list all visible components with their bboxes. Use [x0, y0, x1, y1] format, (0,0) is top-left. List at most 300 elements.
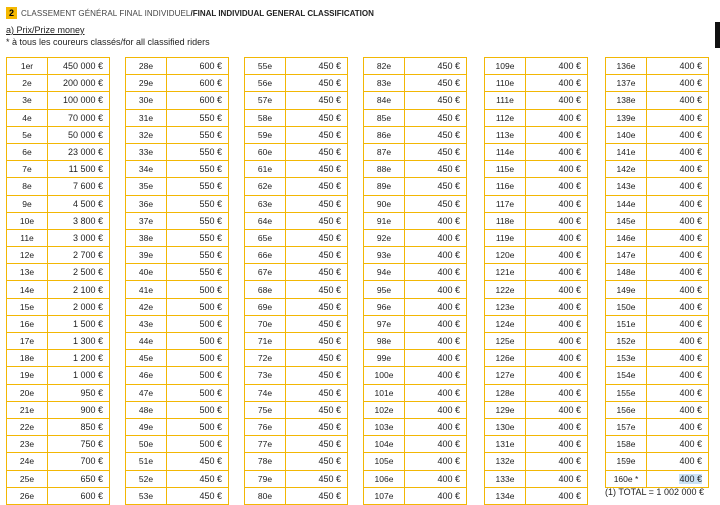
rank-cell: 74e — [245, 384, 286, 401]
prize-value: 400 € — [437, 301, 460, 312]
rank-cell: 56e — [245, 75, 286, 92]
rank-cell: 17e — [7, 333, 48, 350]
prize-cell — [647, 281, 709, 298]
table-row — [485, 436, 588, 453]
table-row — [126, 109, 229, 126]
prize-cell — [405, 487, 467, 504]
table-row — [606, 350, 709, 367]
prize-cell — [647, 453, 709, 470]
prize-cell — [647, 143, 709, 160]
table-row — [485, 470, 588, 487]
table-row — [7, 178, 110, 195]
prize-value: 450 € — [437, 164, 460, 175]
rank-cell: 78e — [245, 453, 286, 470]
table-row — [606, 178, 709, 195]
table-row — [606, 195, 709, 212]
prize-value: 500 € — [199, 370, 222, 381]
rank-cell: 96e — [364, 298, 405, 315]
prize-value: 450 € — [199, 456, 222, 467]
table-row — [126, 401, 229, 418]
rank-cell: 111e — [485, 92, 526, 109]
prize-cell — [286, 58, 348, 75]
prize-cell — [526, 143, 588, 160]
table-row — [126, 333, 229, 350]
table-row — [606, 212, 709, 229]
prize-value: 450 € — [318, 250, 341, 261]
prize-cell — [526, 92, 588, 109]
prize-cell — [167, 75, 229, 92]
prize-cell — [48, 92, 110, 109]
rank-cell: 90e — [364, 195, 405, 212]
table-row — [485, 315, 588, 332]
prize-value: 500 € — [199, 336, 222, 347]
table-row — [606, 418, 709, 435]
prize-value: 400 € — [679, 267, 702, 278]
prize-value: 450 € — [318, 198, 341, 209]
rank-cell: 35e — [126, 178, 167, 195]
prize-value: 700 € — [80, 456, 103, 467]
prize-cell — [405, 333, 467, 350]
prize-value: 400 € — [679, 147, 702, 158]
prize-value: 400 € — [558, 147, 581, 158]
prize-value: 450 € — [318, 129, 341, 140]
prize-cell — [405, 126, 467, 143]
table-row — [245, 195, 348, 212]
prize-cell — [48, 487, 110, 504]
rank-cell: 105e — [364, 453, 405, 470]
rank-cell: 57e — [245, 92, 286, 109]
prize-value: 400 € — [679, 129, 702, 140]
rank-cell: 58e — [245, 109, 286, 126]
prize-cell — [405, 75, 467, 92]
prize-value: 500 € — [199, 284, 222, 295]
prize-value: 450 € — [437, 112, 460, 123]
rank-cell: 145e — [606, 212, 647, 229]
prize-cell — [48, 264, 110, 281]
rank-cell: 85e — [364, 109, 405, 126]
rank-cell: 39e — [126, 247, 167, 264]
table-row — [485, 143, 588, 160]
prize-value: 400 € — [558, 490, 581, 501]
table-row — [606, 109, 709, 126]
prize-cell — [405, 161, 467, 178]
prize-value: 1 200 € — [72, 353, 103, 364]
table-row — [364, 126, 467, 143]
rank-cell: 23e — [7, 436, 48, 453]
prize-cell — [405, 178, 467, 195]
prize-cell — [167, 178, 229, 195]
rank-cell: 26e — [7, 487, 48, 504]
rank-cell: 141e — [606, 143, 647, 160]
prize-value: 1 000 € — [72, 370, 103, 381]
prize-cell — [526, 333, 588, 350]
prize-cell — [647, 178, 709, 195]
table-row — [7, 75, 110, 92]
prize-value: 400 € — [437, 336, 460, 347]
table-row — [606, 92, 709, 109]
prize-value: 400 € — [437, 422, 460, 433]
table-row — [126, 92, 229, 109]
prize-cell — [526, 247, 588, 264]
prize-cell — [286, 350, 348, 367]
table-row — [245, 436, 348, 453]
prize-value: 400 € — [558, 473, 581, 484]
prize-cell — [405, 281, 467, 298]
rank-cell: 16e — [7, 315, 48, 332]
prize-value: 450 € — [437, 181, 460, 192]
prize-cell — [526, 178, 588, 195]
table-row — [245, 212, 348, 229]
prize-cell — [167, 487, 229, 504]
prize-cell — [286, 281, 348, 298]
table-row — [485, 126, 588, 143]
table-row — [126, 384, 229, 401]
prize-value: 400 € — [437, 370, 460, 381]
rank-cell: 36e — [126, 195, 167, 212]
prize-cell — [647, 315, 709, 332]
prize-cell — [48, 436, 110, 453]
table-row — [485, 247, 588, 264]
rank-cell: 75e — [245, 401, 286, 418]
prize-value: 400 € — [679, 181, 702, 192]
table-row — [485, 333, 588, 350]
prize-cell — [286, 264, 348, 281]
rank-cell: 110e — [485, 75, 526, 92]
prize-value: 400 € — [437, 473, 460, 484]
prize-cell — [286, 436, 348, 453]
prize-value: 550 € — [199, 164, 222, 175]
prize-value: 500 € — [199, 353, 222, 364]
table-row — [126, 143, 229, 160]
table-row — [7, 418, 110, 435]
prize-value: 4 500 € — [72, 198, 103, 209]
prize-cell — [286, 418, 348, 435]
prize-value: 400 € — [437, 456, 460, 467]
prize-value: 500 € — [199, 301, 222, 312]
prize-cell — [405, 418, 467, 435]
prize-cell — [286, 109, 348, 126]
prize-value: 400 € — [558, 129, 581, 140]
prize-cell — [405, 350, 467, 367]
rank-cell: 25e — [7, 470, 48, 487]
prize-cell — [48, 401, 110, 418]
rank-cell: 160e * — [606, 470, 647, 487]
table-row — [364, 315, 467, 332]
prize-value: 400 € — [679, 95, 702, 106]
prize-cell — [647, 75, 709, 92]
prize-cell — [647, 92, 709, 109]
rank-cell: 30e — [126, 92, 167, 109]
prize-cell — [286, 126, 348, 143]
rank-cell: 99e — [364, 350, 405, 367]
prize-cell — [286, 143, 348, 160]
table-row — [7, 298, 110, 315]
rank-cell: 24e — [7, 453, 48, 470]
rank-cell: 14e — [7, 281, 48, 298]
prize-cell — [167, 367, 229, 384]
prize-cell — [526, 212, 588, 229]
table-row — [485, 161, 588, 178]
table-row — [245, 384, 348, 401]
rank-cell: 126e — [485, 350, 526, 367]
rank-cell: 2e — [7, 75, 48, 92]
rank-cell: 133e — [485, 470, 526, 487]
rank-cell: 157e — [606, 418, 647, 435]
prize-cell — [526, 401, 588, 418]
table-row — [245, 58, 348, 75]
table-row — [606, 333, 709, 350]
table-row — [364, 281, 467, 298]
rank-cell: 72e — [245, 350, 286, 367]
table-row — [245, 401, 348, 418]
rank-cell: 121e — [485, 264, 526, 281]
prize-value: 400 € — [437, 318, 460, 329]
prize-value: 400 € — [558, 370, 581, 381]
prize-cell — [167, 212, 229, 229]
rank-cell: 4e — [7, 109, 48, 126]
rank-cell: 120e — [485, 247, 526, 264]
table-row — [7, 58, 110, 75]
prize-value: 1 500 € — [72, 318, 103, 329]
rank-cell: 38e — [126, 229, 167, 246]
rank-cell: 12e — [7, 247, 48, 264]
table-row — [606, 247, 709, 264]
prize-cell — [526, 436, 588, 453]
rank-cell: 123e — [485, 298, 526, 315]
table-row — [126, 161, 229, 178]
table-row — [7, 109, 110, 126]
table-row — [606, 126, 709, 143]
prize-cell — [526, 453, 588, 470]
prize-value: 400 € — [679, 456, 702, 467]
prize-cell — [647, 350, 709, 367]
prize-cell — [167, 161, 229, 178]
prize-value: 550 € — [199, 215, 222, 226]
prize-cell — [526, 161, 588, 178]
table-row — [606, 75, 709, 92]
prize-cell — [48, 229, 110, 246]
rank-cell: 92e — [364, 229, 405, 246]
prize-cell — [167, 333, 229, 350]
rank-cell: 148e — [606, 264, 647, 281]
rank-cell: 46e — [126, 367, 167, 384]
prize-cell — [48, 384, 110, 401]
prize-value: 400 € — [679, 112, 702, 123]
rank-cell: 88e — [364, 161, 405, 178]
table-row — [7, 367, 110, 384]
rank-cell: 53e — [126, 487, 167, 504]
prize-cell — [647, 58, 709, 75]
rank-cell: 15e — [7, 298, 48, 315]
prize-value: 400 € — [679, 232, 702, 243]
table-row — [364, 487, 467, 504]
prize-cell — [286, 384, 348, 401]
prize-value: 550 € — [199, 147, 222, 158]
rank-cell: 152e — [606, 333, 647, 350]
prize-cell — [405, 212, 467, 229]
table-row — [126, 315, 229, 332]
prize-value: 400 € — [679, 215, 702, 226]
prize-value: 450 € — [318, 112, 341, 123]
rank-cell: 129e — [485, 401, 526, 418]
table-row — [485, 178, 588, 195]
table-row — [485, 367, 588, 384]
rank-cell: 64e — [245, 212, 286, 229]
table-row — [606, 453, 709, 470]
rank-cell: 156e — [606, 401, 647, 418]
table-row — [606, 143, 709, 160]
prize-value: 3 800 € — [72, 215, 103, 226]
prize-table-column — [484, 57, 588, 505]
rank-cell: 98e — [364, 333, 405, 350]
rank-cell: 139e — [606, 109, 647, 126]
prize-cell — [405, 247, 467, 264]
prize-value: 2 000 € — [72, 301, 103, 312]
prize-cell — [48, 75, 110, 92]
table-row — [364, 195, 467, 212]
prize-cell — [286, 487, 348, 504]
prize-cell — [647, 418, 709, 435]
prize-value: 550 € — [199, 267, 222, 278]
prize-value: 400 € — [679, 473, 702, 484]
prize-value: 3 000 € — [72, 232, 103, 243]
table-row — [485, 109, 588, 126]
rank-cell: 60e — [245, 143, 286, 160]
prize-value: 1 300 € — [72, 336, 103, 347]
prize-cell — [48, 333, 110, 350]
prize-cell — [405, 315, 467, 332]
prize-value: 450 € — [199, 490, 222, 501]
table-row — [364, 212, 467, 229]
table-row — [126, 178, 229, 195]
table-row — [245, 178, 348, 195]
table-row — [7, 281, 110, 298]
rank-cell: 6e — [7, 143, 48, 160]
rank-cell: 42e — [126, 298, 167, 315]
table-row — [485, 264, 588, 281]
rank-cell: 91e — [364, 212, 405, 229]
table-row — [7, 143, 110, 160]
prize-value: 600 € — [199, 95, 222, 106]
prize-cell — [405, 109, 467, 126]
table-row — [126, 453, 229, 470]
rank-cell: 128e — [485, 384, 526, 401]
prize-cell — [647, 195, 709, 212]
table-row — [7, 212, 110, 229]
prize-value: 850 € — [80, 422, 103, 433]
rank-cell: 10e — [7, 212, 48, 229]
rank-cell: 103e — [364, 418, 405, 435]
prize-cell — [526, 109, 588, 126]
prize-cell — [286, 367, 348, 384]
rank-cell: 52e — [126, 470, 167, 487]
rank-cell: 9e — [7, 195, 48, 212]
rank-cell: 19e — [7, 367, 48, 384]
prize-value: 450 € — [318, 78, 341, 89]
prize-value: 450 € — [318, 284, 341, 295]
prize-cell — [405, 436, 467, 453]
prize-value: 400 € — [679, 318, 702, 329]
prize-cell — [167, 229, 229, 246]
table-row — [606, 161, 709, 178]
prize-value: 450 € — [318, 422, 341, 433]
prize-cell — [48, 161, 110, 178]
rank-cell: 49e — [126, 418, 167, 435]
prize-value: 2 500 € — [72, 267, 103, 278]
prize-cell — [286, 161, 348, 178]
rank-cell: 100e — [364, 367, 405, 384]
prize-cell — [526, 350, 588, 367]
prize-value: 400 € — [437, 353, 460, 364]
rank-cell: 8e — [7, 178, 48, 195]
rank-cell: 113e — [485, 126, 526, 143]
prize-value: 400 € — [437, 232, 460, 243]
rank-cell: 106e — [364, 470, 405, 487]
prize-cell — [167, 58, 229, 75]
prize-cell — [48, 298, 110, 315]
prize-value: 450 € — [318, 404, 341, 415]
prize-value: 650 € — [80, 473, 103, 484]
title-english: FINAL INDIVIDUAL GENERAL CLASSIFICATION — [192, 8, 374, 18]
table-row — [364, 143, 467, 160]
prize-value: 400 € — [437, 387, 460, 398]
rank-cell: 154e — [606, 367, 647, 384]
rank-cell: 143e — [606, 178, 647, 195]
rank-cell: 69e — [245, 298, 286, 315]
table-row — [606, 229, 709, 246]
prize-value: 400 € — [558, 387, 581, 398]
rank-cell: 114e — [485, 143, 526, 160]
prize-cell — [167, 298, 229, 315]
prize-cell — [167, 470, 229, 487]
prize-cell — [286, 298, 348, 315]
prize-value: 100 000 € — [62, 95, 103, 106]
rank-cell: 101e — [364, 384, 405, 401]
table-row — [364, 470, 467, 487]
rank-cell: 63e — [245, 195, 286, 212]
prize-cell — [647, 436, 709, 453]
rank-cell: 45e — [126, 350, 167, 367]
rank-cell: 21e — [7, 401, 48, 418]
rank-cell: 84e — [364, 92, 405, 109]
rank-cell: 67e — [245, 264, 286, 281]
prize-value: 450 € — [318, 387, 341, 398]
table-row — [364, 453, 467, 470]
prize-value: 400 € — [679, 387, 702, 398]
prize-value: 500 € — [199, 387, 222, 398]
prize-cell — [526, 418, 588, 435]
table-row — [126, 436, 229, 453]
prize-value: 450 € — [318, 370, 341, 381]
prize-value: 400 € — [679, 164, 702, 175]
prize-value: 400 € — [679, 78, 702, 89]
prize-cell — [526, 281, 588, 298]
rank-cell: 147e — [606, 247, 647, 264]
table-row — [485, 75, 588, 92]
prize-value: 400 € — [437, 250, 460, 261]
prize-value: 750 € — [80, 439, 103, 450]
prize-value: 450 € — [437, 95, 460, 106]
prize-cell — [526, 384, 588, 401]
prize-cell — [405, 143, 467, 160]
rank-cell: 77e — [245, 436, 286, 453]
rank-cell: 55e — [245, 58, 286, 75]
prize-value: 550 € — [199, 250, 222, 261]
prize-value: 450 € — [318, 353, 341, 364]
prize-cell — [647, 264, 709, 281]
table-row — [126, 75, 229, 92]
rank-cell: 150e — [606, 298, 647, 315]
